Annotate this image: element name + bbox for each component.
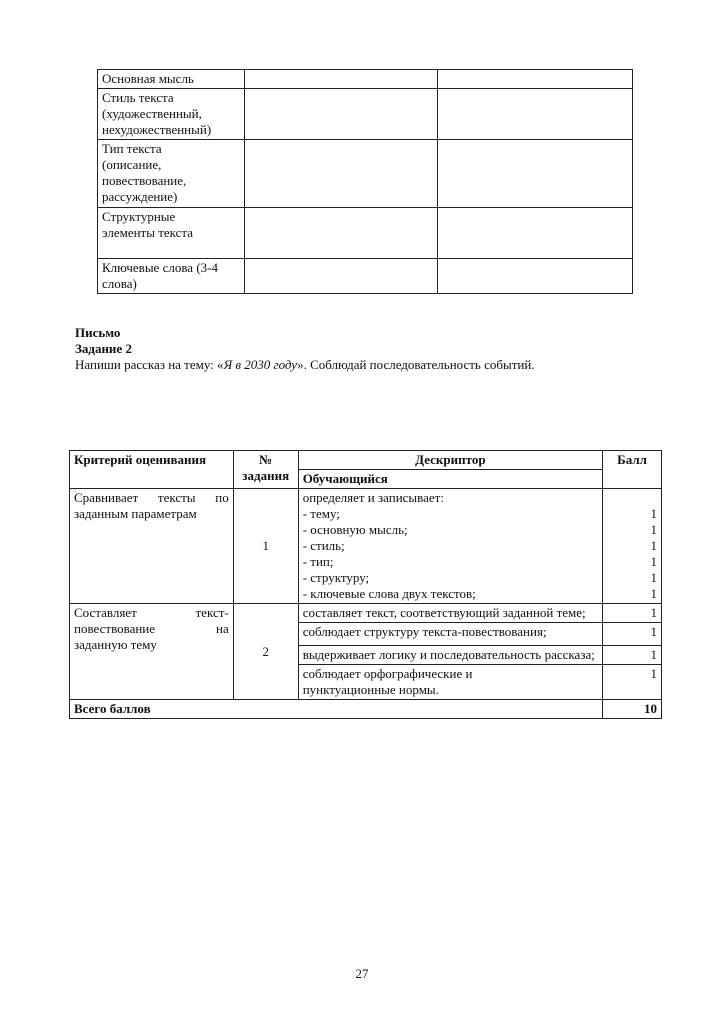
prompt-suffix: ». Соблюдай последовательность событий. bbox=[297, 357, 535, 372]
total-value: 10 bbox=[603, 700, 662, 719]
table-row bbox=[98, 89, 633, 140]
empty-cell bbox=[244, 259, 438, 294]
table-row bbox=[70, 604, 662, 623]
descriptor-cell bbox=[298, 665, 602, 700]
label-line: элементы текста bbox=[102, 225, 194, 240]
label-line: нехудожественный) bbox=[102, 122, 212, 137]
score-value: 1 bbox=[650, 586, 657, 601]
header-score: Балл bbox=[603, 451, 662, 489]
task-number-cell: 1 bbox=[233, 489, 298, 604]
label-line: слова) bbox=[102, 276, 137, 291]
descriptor-cell bbox=[298, 489, 602, 604]
descriptor-line: - основную мысль; bbox=[302, 522, 408, 537]
header-criterion: Критерий оценивания bbox=[70, 451, 234, 489]
descriptor-cell: составляет текст, соответствующий заданной теме; bbox=[298, 604, 602, 623]
header-descriptor: Дескриптор bbox=[298, 451, 602, 470]
empty-cell bbox=[438, 70, 633, 89]
label-line: Ключевые слова (3-4 bbox=[102, 260, 218, 275]
prompt-topic: Я в 2030 году bbox=[223, 357, 298, 372]
row-label bbox=[98, 140, 245, 208]
table-row bbox=[98, 70, 633, 89]
descriptor-line: - тип; bbox=[302, 554, 334, 569]
total-row bbox=[70, 700, 662, 719]
criterion-cell: Сравнивает тексты по заданным параметрам bbox=[70, 489, 234, 604]
descriptor-line: - ключевые слова двух текстов; bbox=[302, 586, 476, 601]
row-label bbox=[98, 259, 245, 294]
descriptor-line: соблюдает орфографические и bbox=[302, 666, 473, 681]
score-value: 1 bbox=[650, 506, 657, 521]
label-line: (описание, bbox=[102, 157, 162, 172]
total-label: Всего баллов bbox=[70, 700, 603, 719]
row-label bbox=[98, 208, 245, 259]
empty-cell bbox=[438, 259, 633, 294]
page-number: 27 bbox=[355, 966, 369, 981]
empty-cell bbox=[244, 140, 438, 208]
descriptor-line: - структуру; bbox=[302, 570, 370, 585]
empty-cell bbox=[244, 89, 438, 140]
score-value: 1 bbox=[650, 554, 657, 569]
score-cell: 1 bbox=[603, 604, 662, 623]
criterion-cell bbox=[70, 604, 234, 700]
header-number-line: задания bbox=[242, 468, 290, 483]
label-line: рассуждение) bbox=[102, 189, 178, 204]
label-line: Тип текста bbox=[102, 141, 162, 156]
text-analysis-table bbox=[97, 69, 633, 294]
row-label bbox=[98, 89, 245, 140]
descriptor-cell: соблюдает структуру текста-повествования; bbox=[298, 623, 602, 646]
section-title: Письмо bbox=[75, 325, 121, 340]
empty-cell bbox=[244, 208, 438, 259]
prompt-prefix: Напиши рассказ на тему: « bbox=[75, 357, 224, 372]
empty-cell bbox=[438, 89, 633, 140]
descriptor-line: - тему; bbox=[302, 506, 340, 521]
assessment-criteria-table bbox=[69, 450, 662, 719]
score-value: 1 bbox=[650, 538, 657, 553]
task-title: Задание 2 bbox=[75, 341, 132, 356]
label-line: (художественный, bbox=[102, 106, 202, 121]
row-label: Основная мысль bbox=[98, 70, 245, 89]
table-row bbox=[70, 489, 662, 604]
header-descriptor-sub: Обучающийся bbox=[298, 470, 602, 489]
table-row bbox=[98, 208, 633, 259]
criterion-line: Составляет текст- bbox=[74, 605, 229, 620]
descriptor-line: определяет и записывает: bbox=[302, 490, 444, 505]
table-row bbox=[98, 259, 633, 294]
task-heading bbox=[75, 325, 675, 373]
task-number-cell: 2 bbox=[233, 604, 298, 700]
header-number bbox=[233, 451, 298, 489]
label-line: повествование, bbox=[102, 173, 187, 188]
descriptor-line: - стиль; bbox=[302, 538, 345, 553]
criterion-line: повествование на bbox=[74, 621, 229, 636]
descriptor-cell: выдерживает логику и последовательность рассказа; bbox=[298, 646, 602, 665]
header-row bbox=[70, 451, 662, 470]
descriptor-line: пунктуационные нормы. bbox=[302, 682, 439, 697]
empty-cell bbox=[438, 140, 633, 208]
empty-cell bbox=[244, 70, 438, 89]
score-cell: 1 bbox=[603, 665, 662, 700]
score-value: 1 bbox=[650, 522, 657, 537]
score-value: 1 bbox=[650, 570, 657, 585]
table-row bbox=[98, 140, 633, 208]
task-prompt bbox=[75, 357, 675, 373]
label-line: Структурные bbox=[102, 209, 176, 224]
score-cell: 1 bbox=[603, 646, 662, 665]
score-cell bbox=[603, 489, 662, 604]
empty-cell bbox=[438, 208, 633, 259]
header-number-line: № bbox=[259, 452, 273, 467]
score-cell: 1 bbox=[603, 623, 662, 646]
label-line: Стиль текста bbox=[102, 90, 174, 105]
criterion-line: заданную тему bbox=[74, 637, 157, 652]
